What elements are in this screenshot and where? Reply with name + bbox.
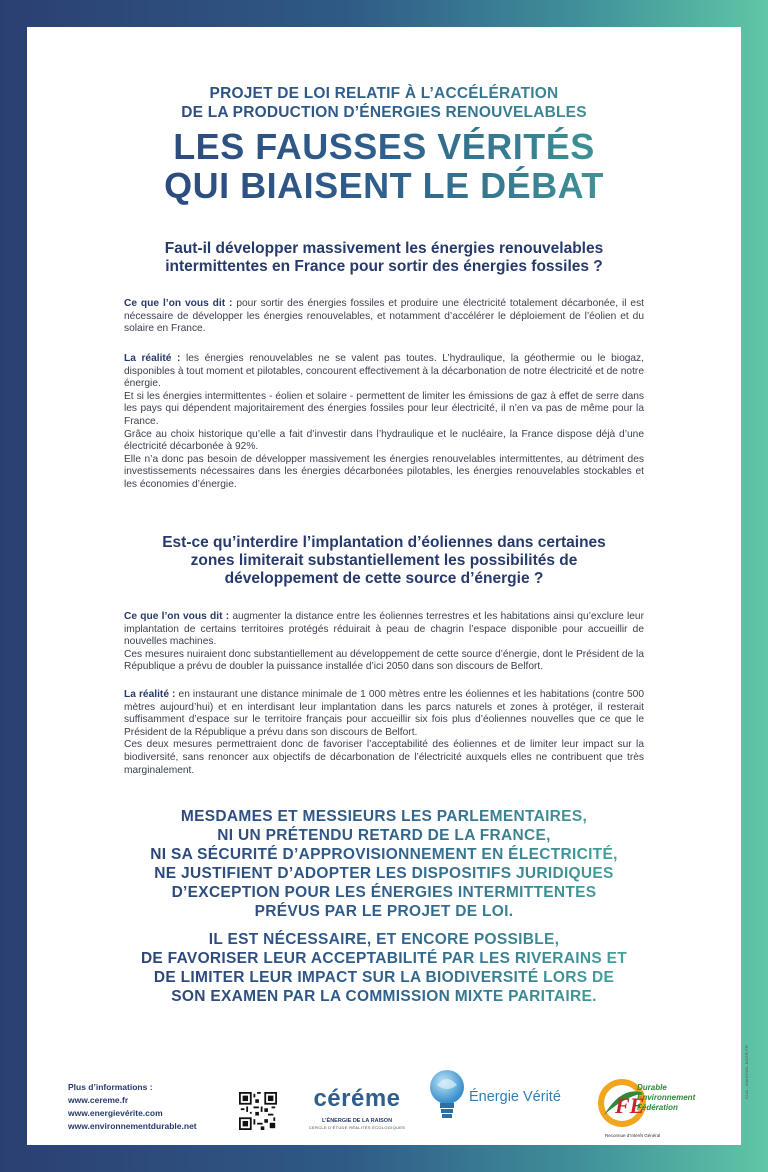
link-energie-verite[interactable]: www.energievérite.com bbox=[68, 1108, 163, 1118]
section-2-claim bbox=[124, 611, 644, 674]
energie-verite-logo bbox=[427, 1067, 597, 1127]
link-environnement-durable[interactable]: www.environnementdurable.net bbox=[68, 1121, 197, 1131]
reality-text: les énergies renouvelables ne se valent pas toutes. L’hydraulique, la géothermie ou le biogaz, disponibles à tout moment et pilotables, concourent effectivement à la décarbonation de notre électricité et de notre énergie. bbox=[124, 353, 644, 390]
lightbulb-icon bbox=[427, 1067, 467, 1127]
claim-text: pour sortir des énergies fossiles et produire une électricité totalement décarbonée, il est nécessaire de développer les énergies renouvelables, et notamment d’accélérer le déploiement de l’éolien et du solaire en France. bbox=[124, 298, 644, 335]
reality-label: La réalité : bbox=[124, 353, 181, 364]
appeal-line: PRÉVUS PAR LE PROJET DE LOI. bbox=[254, 903, 514, 920]
appeal-line: MESDAMES ET MESSIEURS LES PARLEMENTAIRES, bbox=[180, 808, 588, 825]
appeal-line: DE FAVORISER LEUR ACCEPTABILITÉ PAR LES RIVERAINS ET bbox=[140, 950, 628, 967]
appeal-block-2 bbox=[84, 930, 684, 1006]
appeal-block-1 bbox=[84, 807, 684, 921]
appeal-line: NE JUSTIFIENT D’ADOPTER LES DISPOSITIFS JURIDIQUES bbox=[154, 865, 614, 882]
appeal-line: IL EST NÉCESSAIRE, ET ENCORE POSSIBLE, bbox=[208, 931, 560, 948]
fed-line: Fédération bbox=[637, 1103, 678, 1112]
reality-text: Ces deux mesures permettraient donc de favoriser l’acceptabilité des éoliennes et de limiter leur impact sur la biodiversité, sans renoncer aux objectifs de décarbonation de l’électricité auxquels elles ne contribuent que très marginalement. bbox=[124, 739, 644, 776]
reality-text: en instaurant une distance minimale de 1 000 mètres entre les éoliennes et les habitations (contre 500 mètres aujourd’hui) et en interdisant leur implantation dans les parcs naturels et zones à protéger, il resterait suffisamment d’espace sur le territoire français pour accueillir six fois plus d’éoliennes nouvelles que ce que le Président de la République a prévu dans son discours de Belfort. bbox=[124, 689, 644, 738]
title-line-1: LES FAUSSES VÉRITÉS bbox=[173, 126, 595, 167]
fed-line: Durable bbox=[637, 1083, 667, 1092]
question-1 bbox=[87, 240, 681, 276]
title-line-2: QUI BIAISENT LE DÉBAT bbox=[164, 165, 604, 206]
more-info bbox=[68, 1081, 197, 1133]
poster-title bbox=[27, 127, 741, 205]
fed-lines bbox=[637, 1083, 695, 1113]
question-1-line-1: Faut-il développer massivement les énergies renouvelables bbox=[164, 240, 604, 257]
federation-environnement-durable-logo bbox=[597, 1075, 697, 1139]
question-2-line-1: Est-ce qu’interdire l’implantation d’éoliennes dans certaines bbox=[162, 534, 606, 551]
side-credit: CUA - IMAGINEL.BZGR.FR bbox=[744, 1045, 749, 1099]
appeal-line: D’EXCEPTION POUR LES ÉNERGIES INTERMITTENTES bbox=[171, 884, 597, 901]
claim-label: Ce que l’on vous dit : bbox=[124, 298, 233, 309]
energie-verite-name: Énergie Vérité bbox=[469, 1089, 561, 1105]
reality-text: Elle n’a donc pas besoin de développer massivement les énergies renouvelables intermittentes, au détriment des investissements nécessaires dans les énergies décarbonées pilotables, les énergies renouvelables stockables et les économies d’énergie. bbox=[124, 453, 644, 490]
poster-sheet bbox=[27, 27, 741, 1145]
poster-subtitle bbox=[27, 84, 741, 122]
reality-text: Et si les énergies intermittentes - éolien et solaire - permettent de limiter les émissions de gaz à effet de serre dans les pays qui dépendent majoritairement des énergies fossiles pour leur électricité, il n’en va pas de même pour la France. bbox=[124, 390, 644, 427]
question-2-line-3: développement de cette source d’énergie ? bbox=[224, 570, 544, 587]
claim-text: Ces mesures nuiraient donc substantiellement au développement de cette source d’énergie, dont le Président de la République a prévu de doubler la puissance installée d’ici 2050 dans son discours de Belfort. bbox=[124, 648, 644, 673]
section-2-reality bbox=[124, 689, 644, 777]
reality-label: La réalité : bbox=[124, 689, 176, 700]
qr-code bbox=[239, 1092, 277, 1130]
cereme-subtitle: CERCLE D’ÉTUDE RÉALITÉS ÉCOLOGIQUES bbox=[308, 1125, 406, 1130]
appeal-line: NI UN PRÉTENDU RETARD DE LA FRANCE, bbox=[217, 827, 551, 844]
fed-tagline: Reconnue d’Intérêt Général bbox=[605, 1133, 661, 1138]
section-1-claim bbox=[124, 298, 644, 336]
appeal-line: NI SA SÉCURITÉ D’APPROVISIONNEMENT EN ÉLECTRICITÉ, bbox=[150, 846, 618, 863]
link-cereme[interactable]: www.cereme.fr bbox=[68, 1095, 129, 1105]
claim-label: Ce que l’on vous dit : bbox=[124, 611, 230, 622]
reality-text: Grâce au choix historique qu’elle a fait d’investir dans l’hydraulique et le nucléaire, la France dispose déjà d’une électricité décarbonée à 92%. bbox=[124, 428, 644, 453]
question-1-line-2: intermittentes en France pour sortir des énergies fossiles ? bbox=[165, 258, 603, 275]
cereme-tagline: L’ÉNERGIE DE LA RAISON bbox=[321, 1118, 393, 1124]
svg-text:FE: FE bbox=[615, 1093, 645, 1118]
claim-text: augmenter la distance entre les éoliennes terrestres et les habitations ainsi qu’exclure leur implantation de certains territoires protégés réduirait à peau de chagrin l’espace disponible pour accueillir de nouvelles machines. bbox=[124, 611, 644, 648]
fed-line: Environnement bbox=[637, 1093, 696, 1102]
section-1-reality bbox=[124, 353, 644, 492]
cereme-name: céréme bbox=[313, 1085, 401, 1112]
more-info-label: Plus d’informations : bbox=[68, 1082, 153, 1092]
question-2-line-2: zones limiterait substantiellement les possibilités de bbox=[190, 552, 578, 569]
subtitle-line-2: DE LA PRODUCTION D’ÉNERGIES RENOUVELABLES bbox=[181, 104, 587, 121]
subtitle-line-1: PROJET DE LOI RELATIF À L’ACCÉLÉRATION bbox=[209, 85, 559, 102]
question-2 bbox=[87, 534, 681, 588]
appeal-line: DE LIMITER LEUR IMPACT SUR LA BIODIVERSITÉ LORS DE bbox=[153, 969, 615, 986]
cereme-logo bbox=[307, 1087, 407, 1130]
appeal-line: SON EXAMEN PAR LA COMMISSION MIXTE PARITAIRE. bbox=[171, 988, 597, 1005]
